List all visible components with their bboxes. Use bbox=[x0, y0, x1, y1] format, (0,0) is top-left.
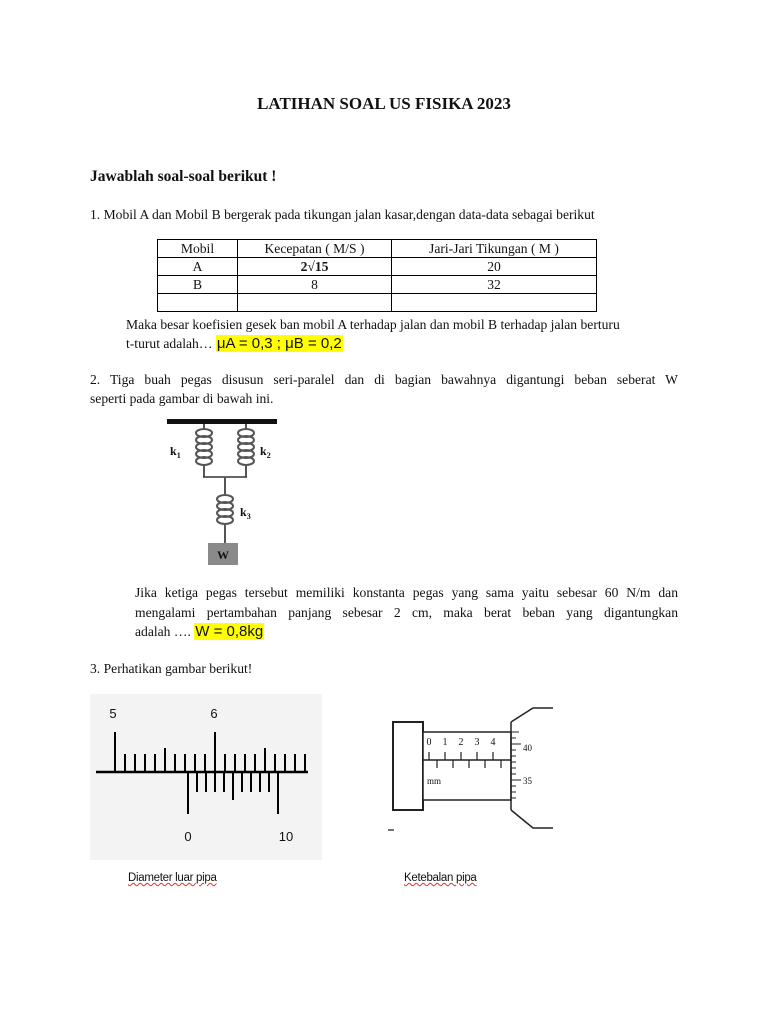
ceiling-bar bbox=[167, 419, 277, 424]
table-header-cell: Jari-Jari Tikungan ( M ) bbox=[392, 240, 597, 258]
sleeve-unit-label: mm bbox=[427, 776, 442, 786]
instruction-heading: Jawablah soal-soal berikut ! bbox=[90, 168, 277, 185]
micrometer-caption: Ketebalan pipa bbox=[404, 872, 477, 884]
table-cell: 2√15 bbox=[238, 258, 392, 276]
question-2-answer: W = 0,8kg bbox=[195, 623, 264, 640]
caliper-caption: Diameter luar pipa bbox=[128, 872, 217, 884]
table-cell: 20 bbox=[392, 258, 597, 276]
spring-k1 bbox=[196, 424, 212, 477]
sleeve-label-4: 4 bbox=[490, 737, 496, 748]
table-cell: A bbox=[158, 258, 238, 276]
question-2-line2: seperti pada gambar di bawah ini. bbox=[90, 391, 274, 406]
question-2-prompt-text: adalah …. bbox=[135, 624, 191, 639]
question-2-line1: 2. Tiga buah pegas disusun seri-paralel dan di bagian bawahnya digantungi beban seberat W bbox=[90, 372, 678, 387]
table-cell bbox=[392, 294, 597, 312]
vernier-caliper-figure bbox=[90, 694, 322, 860]
micrometer-figure bbox=[385, 700, 555, 840]
question-1-prompt-text: t-turut adalah… bbox=[126, 336, 213, 351]
k2-label: $k_2$ bbox=[260, 444, 271, 460]
question-1-text: 1. Mobil A dan Mobil B bergerak pada tikungan jalan kasar,dengan data-data sebagai berikut bbox=[90, 207, 595, 222]
table-cell bbox=[238, 294, 392, 312]
k3-label: $k_3$ bbox=[240, 505, 251, 521]
vernier-label-0: 0 bbox=[184, 829, 192, 844]
sleeve-label-3: 3 bbox=[474, 737, 480, 748]
question-1-table bbox=[157, 239, 597, 312]
spring-system-figure bbox=[160, 415, 290, 575]
table-cell: B bbox=[158, 276, 238, 294]
table-header-row bbox=[158, 240, 597, 258]
table-row bbox=[158, 276, 597, 294]
load-label: W bbox=[217, 548, 229, 562]
thimble-label-40: 40 bbox=[523, 743, 532, 753]
question-1-prompt-line2 bbox=[126, 334, 343, 353]
main-scale-label-6: 6 bbox=[210, 706, 218, 721]
table-header-cell: Mobil bbox=[158, 240, 238, 258]
spring-k2 bbox=[238, 424, 254, 477]
table-cell bbox=[158, 294, 238, 312]
table-cell: 8 bbox=[238, 276, 392, 294]
sleeve-label-0: 0 bbox=[426, 737, 432, 748]
thimble-ticks bbox=[511, 732, 521, 798]
sleeve-label-1: 1 bbox=[442, 737, 448, 748]
vernier-label-10: 10 bbox=[278, 829, 294, 844]
spring-k3 bbox=[217, 477, 233, 543]
sleeve-label-2: 2 bbox=[458, 737, 464, 748]
question-2-body-line1: Jika ketiga pegas tersebut memiliki konstanta pegas yang sama yaitu sebesar 60 N/m dan bbox=[135, 585, 678, 600]
question-2-body-line3 bbox=[135, 622, 264, 641]
k1-label: $k_1$ bbox=[170, 444, 181, 460]
question-2-body-line2: mengalami pertambahan panjang sebesar 2 cm, maka berat beban yang digantungkan bbox=[135, 605, 678, 620]
micrometer-anvil bbox=[393, 722, 423, 810]
question-1-answer: μA = 0,3 ; μB = 0,2 bbox=[216, 335, 342, 352]
thimble-label-35: 35 bbox=[523, 776, 532, 786]
question-1-prompt-line1: Maka besar koefisien gesek ban mobil A terhadap jalan dan mobil B terhadap jalan berturu bbox=[126, 317, 620, 332]
table-row bbox=[158, 294, 597, 312]
question-3-text: 3. Perhatikan gambar berikut! bbox=[90, 661, 253, 676]
page-title: LATIHAN SOAL US FISIKA 2023 bbox=[257, 94, 511, 113]
main-scale-label-5: 5 bbox=[109, 706, 117, 721]
micrometer-sleeve bbox=[423, 732, 511, 800]
table-header-cell: Kecepatan ( M/S ) bbox=[238, 240, 392, 258]
table-row bbox=[158, 258, 597, 276]
table-cell: 32 bbox=[392, 276, 597, 294]
thimble-outline bbox=[511, 708, 553, 828]
